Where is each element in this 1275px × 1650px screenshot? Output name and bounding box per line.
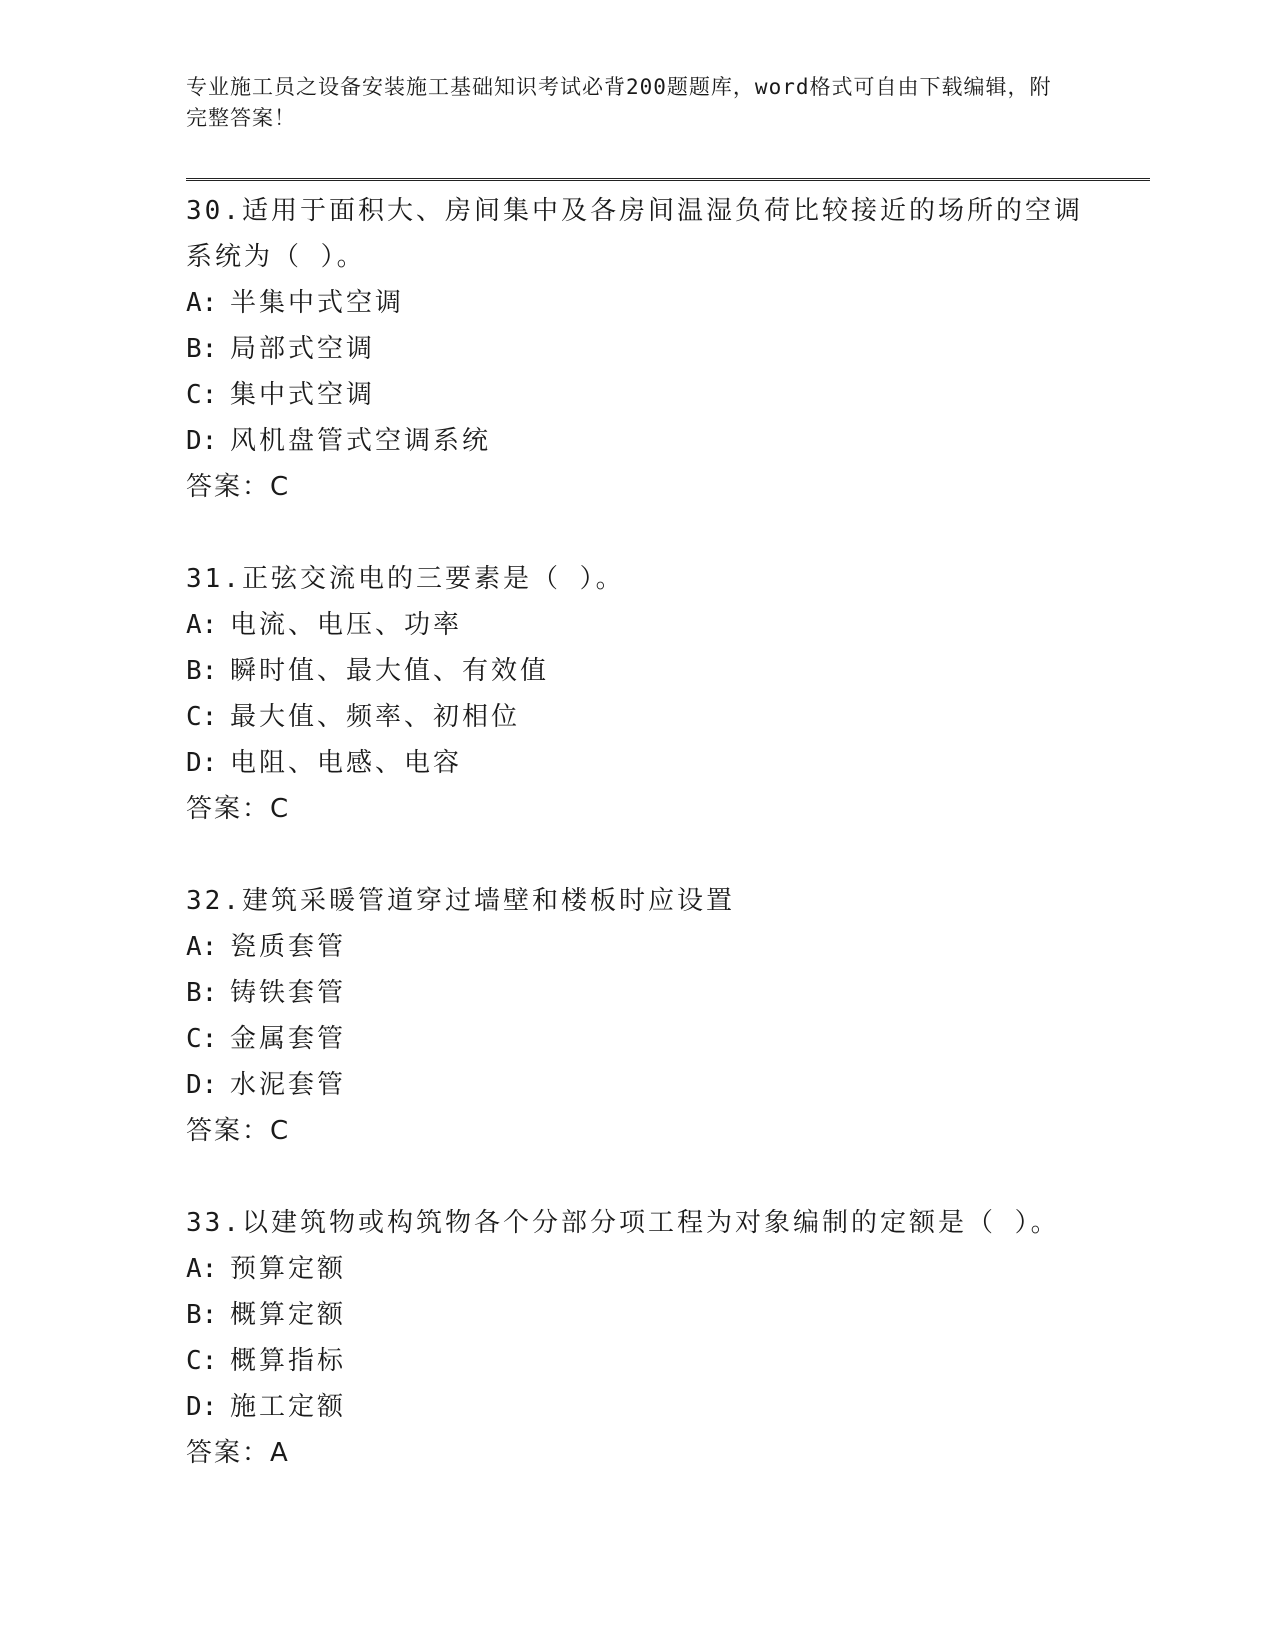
question-list <box>186 188 1150 1476</box>
answer-line: 答案：C <box>186 794 291 824</box>
option-key: C: <box>186 380 218 410</box>
question-30 <box>186 188 1150 510</box>
option-key: B: <box>186 1300 218 1330</box>
option-text: 铸铁套管 <box>230 978 347 1008</box>
header-divider <box>186 178 1150 181</box>
question-33 <box>186 1200 1150 1476</box>
option-text: 施工定额 <box>230 1392 347 1422</box>
option-d <box>186 740 1150 786</box>
option-b <box>186 970 1150 1016</box>
option-text: 水泥套管 <box>230 1070 347 1100</box>
spacer <box>186 832 1150 878</box>
option-text: 概算指标 <box>230 1346 347 1376</box>
option-text: 最大值、频率、初相位 <box>230 702 521 732</box>
option-text: 瞬时值、最大值、有效值 <box>230 656 550 686</box>
option-key: D: <box>186 748 218 778</box>
option-key: C: <box>186 1346 218 1376</box>
option-c <box>186 694 1150 740</box>
document-header: 专业施工员之设备安装施工基础知识考试必背200题题库，word格式可自由下载编辑，附完整答案！ <box>186 75 1052 130</box>
option-key: A: <box>186 932 218 962</box>
option-text: 瓷质套管 <box>230 932 347 962</box>
answer-line: 答案：C <box>186 1116 291 1146</box>
option-key: C: <box>186 702 218 732</box>
option-c <box>186 372 1150 418</box>
option-text: 半集中式空调 <box>230 288 405 318</box>
question-31 <box>186 556 1150 832</box>
option-b <box>186 648 1150 694</box>
question-stem: 30.适用于面积大、房间集中及各房间温湿负荷比较接近的场所的空调系统为（ ）。 <box>186 196 1083 272</box>
option-key: B: <box>186 656 218 686</box>
question-stem: 31.正弦交流电的三要素是（ ）。 <box>186 564 625 594</box>
option-key: B: <box>186 334 218 364</box>
spacer <box>186 510 1150 556</box>
option-text: 电流、电压、功率 <box>230 610 463 640</box>
option-d <box>186 1062 1150 1108</box>
option-d <box>186 418 1150 464</box>
option-c <box>186 1016 1150 1062</box>
option-b <box>186 326 1150 372</box>
option-a <box>186 1246 1150 1292</box>
option-a <box>186 602 1150 648</box>
option-text: 风机盘管式空调系统 <box>230 426 492 456</box>
option-text: 集中式空调 <box>230 380 376 410</box>
option-key: A: <box>186 288 218 318</box>
option-key: D: <box>186 426 218 456</box>
answer-line: 答案：C <box>186 472 291 502</box>
option-a <box>186 280 1150 326</box>
option-b <box>186 1292 1150 1338</box>
option-c <box>186 1338 1150 1384</box>
option-a <box>186 924 1150 970</box>
option-key: A: <box>186 1254 218 1284</box>
option-key: D: <box>186 1070 218 1100</box>
option-text: 局部式空调 <box>230 334 376 364</box>
option-text: 金属套管 <box>230 1024 347 1054</box>
answer-line: 答案：A <box>186 1438 290 1468</box>
option-text: 电阻、电感、电容 <box>230 748 463 778</box>
option-key: A: <box>186 610 218 640</box>
option-key: C: <box>186 1024 218 1054</box>
question-stem: 32.建筑采暖管道穿过墙壁和楼板时应设置 <box>186 886 735 916</box>
option-d <box>186 1384 1150 1430</box>
option-key: B: <box>186 978 218 1008</box>
question-stem: 33.以建筑物或构筑物各个分部分项工程为对象编制的定额是（ ）。 <box>186 1208 1060 1238</box>
question-32 <box>186 878 1150 1154</box>
option-text: 概算定额 <box>230 1300 347 1330</box>
spacer <box>186 1154 1150 1200</box>
option-key: D: <box>186 1392 218 1422</box>
option-text: 预算定额 <box>230 1254 347 1284</box>
